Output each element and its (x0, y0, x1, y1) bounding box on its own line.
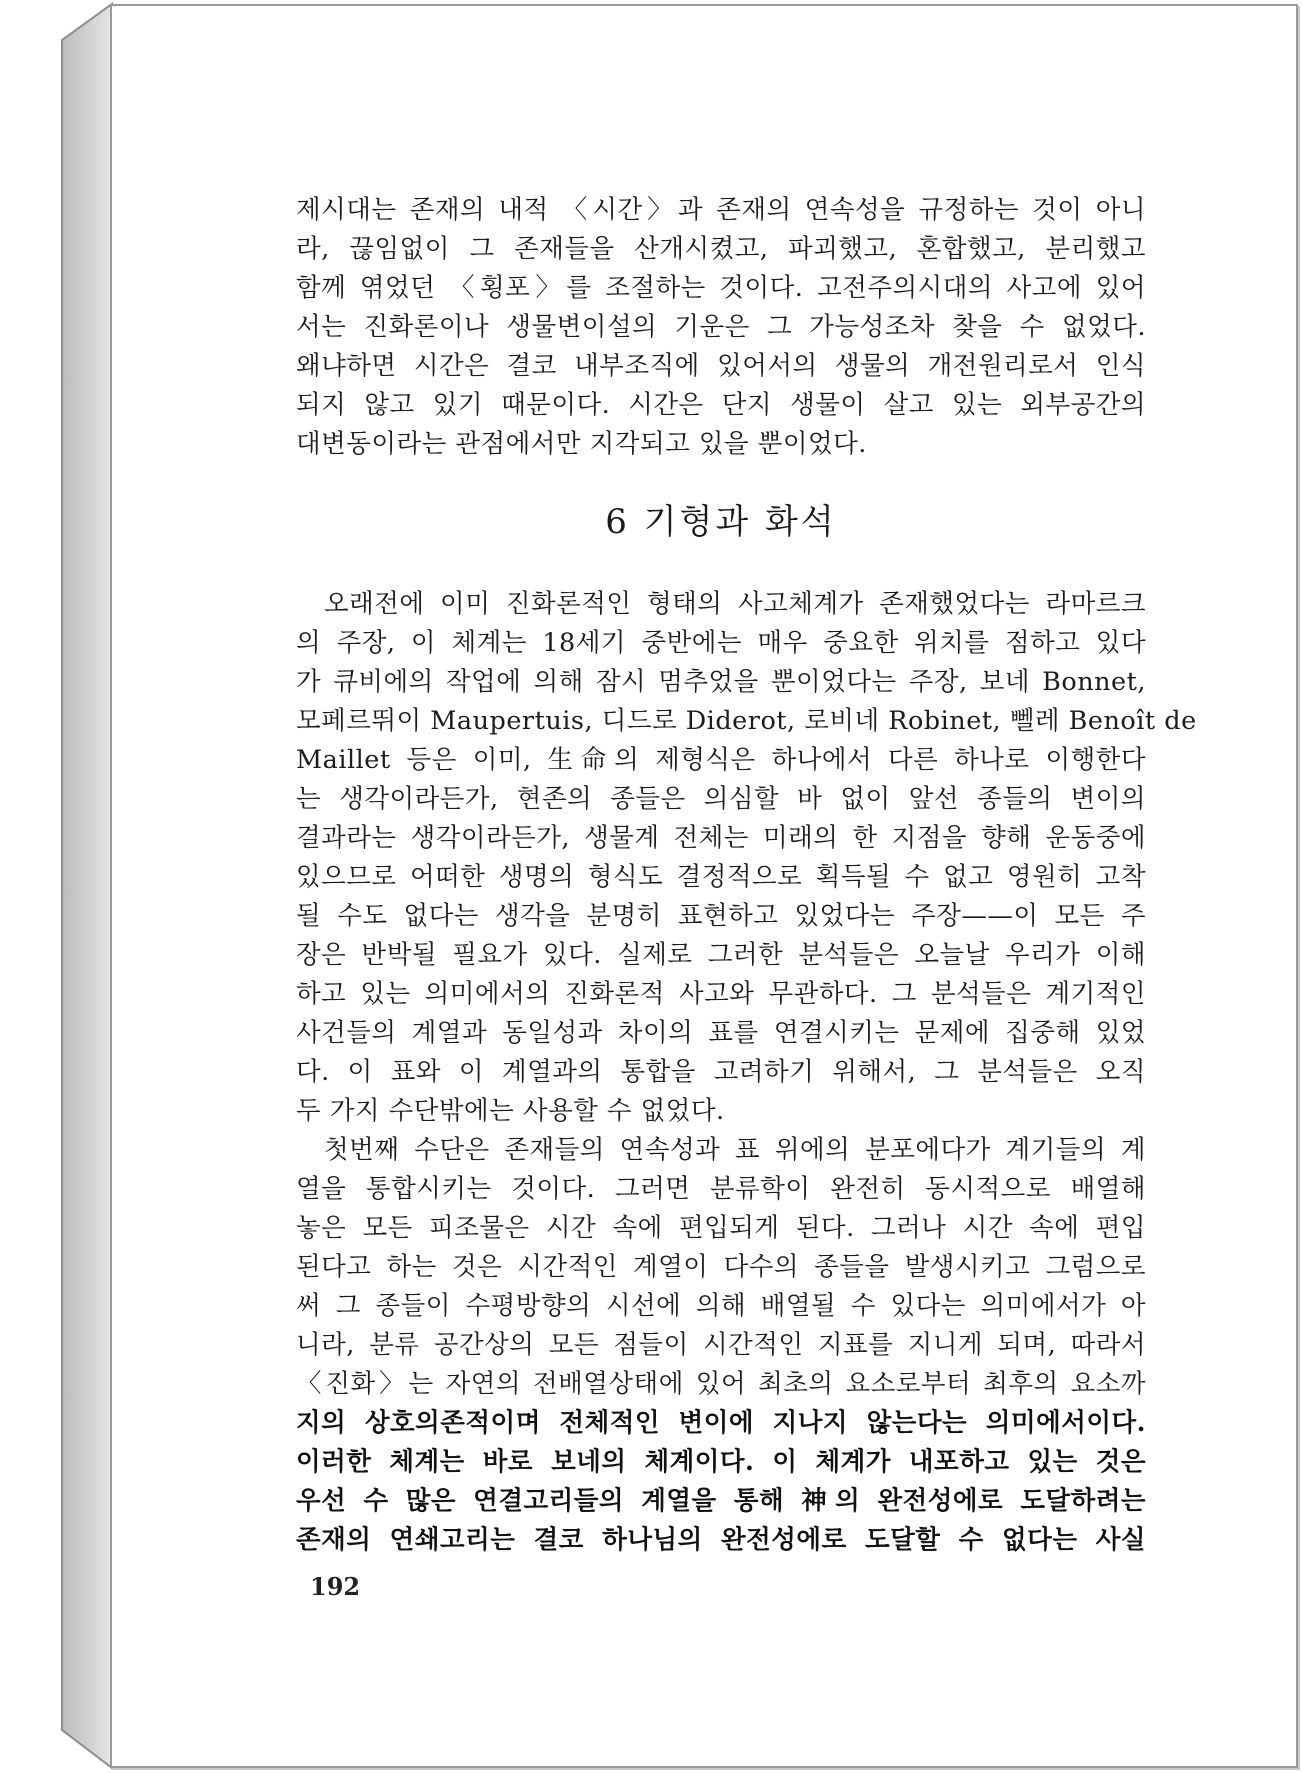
text-line: 될 수도 없다는 생각을 분명히 표현하고 있었다는 주장——이 모든 주 (296, 901, 1146, 931)
text-line: Maillet 등은 이미, 生命의 제형식은 하나에서 다른 하나로 이행한다 (296, 745, 1146, 775)
text-line: 써 그 종들이 수평방향의 시선에 의해 배열될 수 있다는 의미에서가 아 (296, 1291, 1146, 1321)
text-line: 오래전에 이미 진화론적인 형태의 사고체계가 존재했었다는 라마르크 (324, 589, 1146, 619)
text-line: 존재의 연쇄고리는 결코 하나님의 완전성에로 도달할 수 없다는 사실 (296, 1525, 1146, 1555)
text-line: 함께 엮었던 〈횡포〉를 조절하는 것이다. 고전주의시대의 사고에 있어 (296, 273, 1146, 303)
text-line: 있으므로 어떠한 생명의 형식도 결정적으로 획득될 수 없고 영원히 고착 (296, 862, 1146, 892)
text-line: 니라, 분류 공간상의 모든 점들이 시간적인 지표를 지니게 되며, 따라서 (296, 1330, 1146, 1360)
text-line: 다. 이 표와 이 계열과의 통합을 고려하기 위해서, 그 분석들은 오직 (296, 1057, 1146, 1087)
text-line: 제시대는 존재의 내적 〈시간〉과 존재의 연속성을 규정하는 것이 아니 (296, 195, 1146, 225)
text-line: 열을 통합시키는 것이다. 그러면 분류학이 완전히 동시적으로 배열해 (296, 1174, 1146, 1204)
text-line: 이러한 체계는 바로 보네의 체계이다. 이 체계가 내포하고 있는 것은 (296, 1447, 1146, 1477)
text-line: 〈진화〉는 자연의 전배열상태에 있어 최초의 요소로부터 최후의 요소까 (296, 1369, 1146, 1399)
text-line: 놓은 모든 피조물은 시간 속에 편입되게 된다. 그러나 시간 속에 편입 (296, 1213, 1146, 1243)
text-line: 된다고 하는 것은 시간적인 계열이 다수의 종들을 발생시키고 그럼으로 (296, 1252, 1146, 1282)
text-line: 우선 수 많은 연결고리들의 계열을 통해 神의 완전성에로 도달하려는 (296, 1486, 1146, 1516)
book-spine (0, 0, 116, 1773)
text-line: 모페르뛰이 Maupertuis, 디드로 Diderot, 로비네 Robinet, 뻴레 Benoît de (296, 706, 1197, 736)
section-heading: 6 기형과 화석 (605, 502, 837, 542)
text-line: 되지 않고 있기 때문이다. 시간은 단지 생물이 살고 있는 외부공간의 (296, 390, 1146, 420)
text-line: 가 큐비에의 작업에 의해 잠시 멈추었을 뿐이었다는 주장, 보네 Bonnet, (296, 667, 1146, 697)
text-line: 사건들의 계열과 동일성과 차이의 표를 연결시키는 문제에 집중해 있었 (296, 1018, 1146, 1048)
text-line: 대변동이라는 관점에서만 지각되고 있을 뿐이었다. (296, 429, 867, 459)
text-line: 왜냐하면 시간은 결코 내부조직에 있어서의 생물의 개전원리로서 인식 (296, 351, 1146, 381)
text-line: 결과라는 생각이라든가, 생물계 전체는 미래의 한 지점을 향해 운동중에 (296, 823, 1146, 853)
text-line: 서는 진화론이나 생물변이설의 기운은 그 가능성조차 찾을 수 없었다. (296, 312, 1146, 342)
text-line: 라, 끊임없이 그 존재들을 산개시켰고, 파괴했고, 혼합했고, 분리했고 (296, 234, 1146, 264)
text-line: 하고 있는 의미에서의 진화론적 사고와 무관하다. 그 분석들은 계기적인 (296, 979, 1146, 1009)
text-line: 의 주장, 이 체계는 18세기 중반에는 매우 중요한 위치를 점하고 있다 (296, 628, 1146, 658)
text-line: 는 생각이라든가, 현존의 종들은 의심할 바 없이 앞선 종들의 변이의 (296, 784, 1146, 814)
text-line: 첫번째 수단은 존재들의 연속성과 표 위에의 분포에다가 계기들의 계 (324, 1135, 1146, 1165)
text-line: 지의 상호의존적이며 전체적인 변이에 지나지 않는다는 의미에서이다. (296, 1408, 1146, 1438)
text-line: 장은 반박될 필요가 있다. 실제로 그러한 분석들은 오늘날 우리가 이해 (296, 940, 1146, 970)
text-line: 두 가지 수단밖에는 사용할 수 없었다. (296, 1096, 725, 1126)
page-number: 192 (310, 1572, 361, 1601)
